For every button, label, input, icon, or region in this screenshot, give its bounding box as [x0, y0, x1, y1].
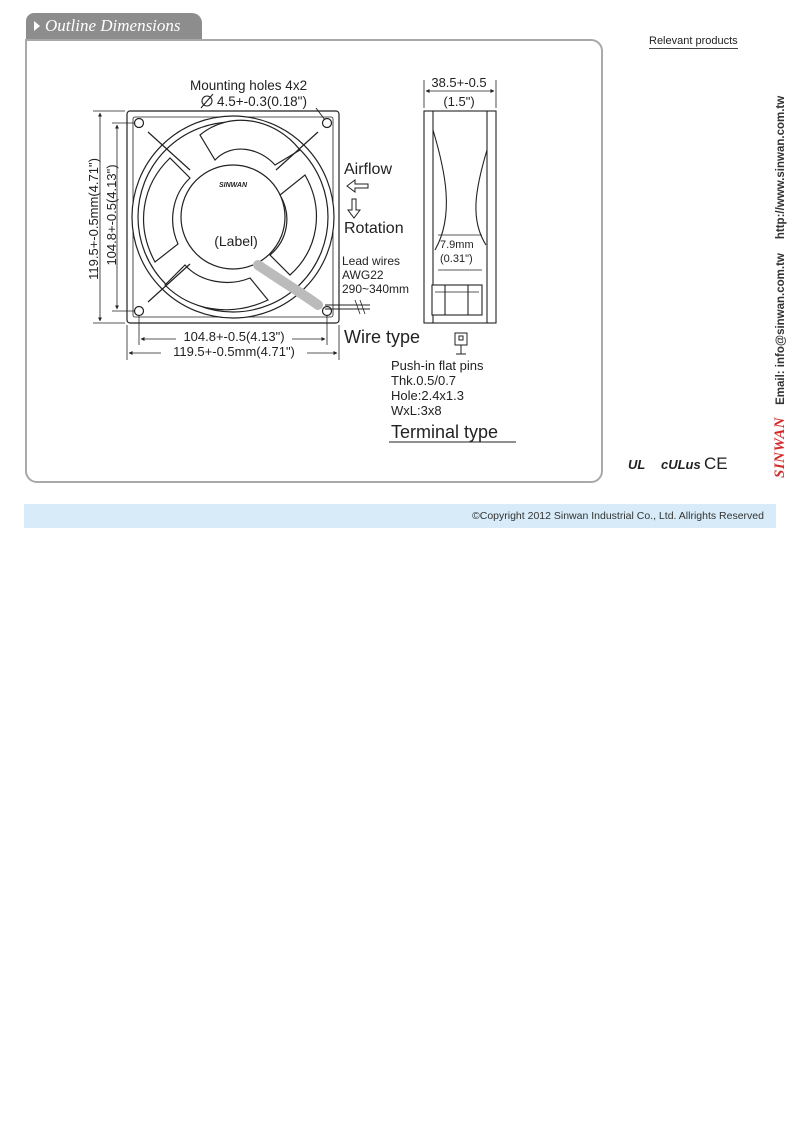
- cul-mark-icon: cULus: [661, 456, 701, 472]
- height-outer-dim: 119.5+-0.5mm(4.71"): [86, 158, 101, 280]
- copyright-bar: [24, 504, 776, 528]
- terminal-pin-icon: [455, 333, 467, 354]
- vertical-contact-strip: [772, 96, 789, 478]
- airflow-arrow-icon: [347, 180, 368, 192]
- rotation-label: Rotation: [344, 220, 404, 237]
- wire-length-label: 290~340mm: [342, 282, 410, 296]
- fan-front-view: [127, 111, 370, 323]
- terminal-line-1: Push-in flat pins: [391, 358, 484, 373]
- height-inner-dim: 104.8+-0.5(4.13"): [104, 164, 119, 266]
- relevant-products-link[interactable]: Relevant products: [649, 35, 738, 47]
- awg-label: AWG22: [342, 268, 384, 282]
- side-depth-in: (0.31"): [440, 253, 473, 265]
- side-width-in: (1.5"): [443, 94, 475, 109]
- diameter-icon: [201, 94, 213, 108]
- outline-drawing: [0, 0, 800, 500]
- fan-label: (Label): [214, 233, 258, 249]
- airflow-label: Airflow: [344, 161, 393, 178]
- side-width-dim: 38.5+-0.5: [431, 75, 487, 90]
- mounting-holes-dim: 4.5+-0.3(0.18"): [217, 94, 307, 109]
- rotation-arrow-icon: [348, 199, 360, 218]
- mounting-holes-title: Mounting holes 4x2: [190, 78, 308, 93]
- width-outer-dim: 119.5+-0.5mm(4.71"): [173, 344, 295, 359]
- width-inner-dim: 104.8+-0.5(4.13"): [183, 329, 285, 344]
- ce-mark-icon: CE: [704, 454, 728, 473]
- copyright-text: ©Copyright 2012 Sinwan Industrial Co., Ltd. Allrights Reserved: [472, 510, 764, 522]
- terminal-line-2: Thk.0.5/0.7: [391, 373, 457, 388]
- terminal-line-3: Hole:2.4x1.3: [391, 388, 464, 403]
- ul-mark-icon: UL: [628, 456, 646, 472]
- wire-type-label: Wire type: [344, 327, 421, 347]
- fan-side-view: [424, 80, 496, 323]
- contact-email[interactable]: Email: info@sinwan.com.tw: [775, 253, 787, 405]
- side-depth-mm: 7.9mm: [440, 239, 474, 251]
- brand-logo: SINWAN: [772, 416, 788, 478]
- terminal-line-4: WxL:3x8: [391, 403, 442, 418]
- section-header-tab: [26, 13, 192, 40]
- lead-wires-label: Lead wires: [342, 254, 401, 268]
- fan-logo: SINWAN: [219, 182, 247, 189]
- website-link[interactable]: http://www.sinwan.com.tw: [775, 95, 787, 240]
- section-title: Outline Dimensions: [45, 16, 181, 35]
- terminal-title: Terminal type: [391, 422, 499, 442]
